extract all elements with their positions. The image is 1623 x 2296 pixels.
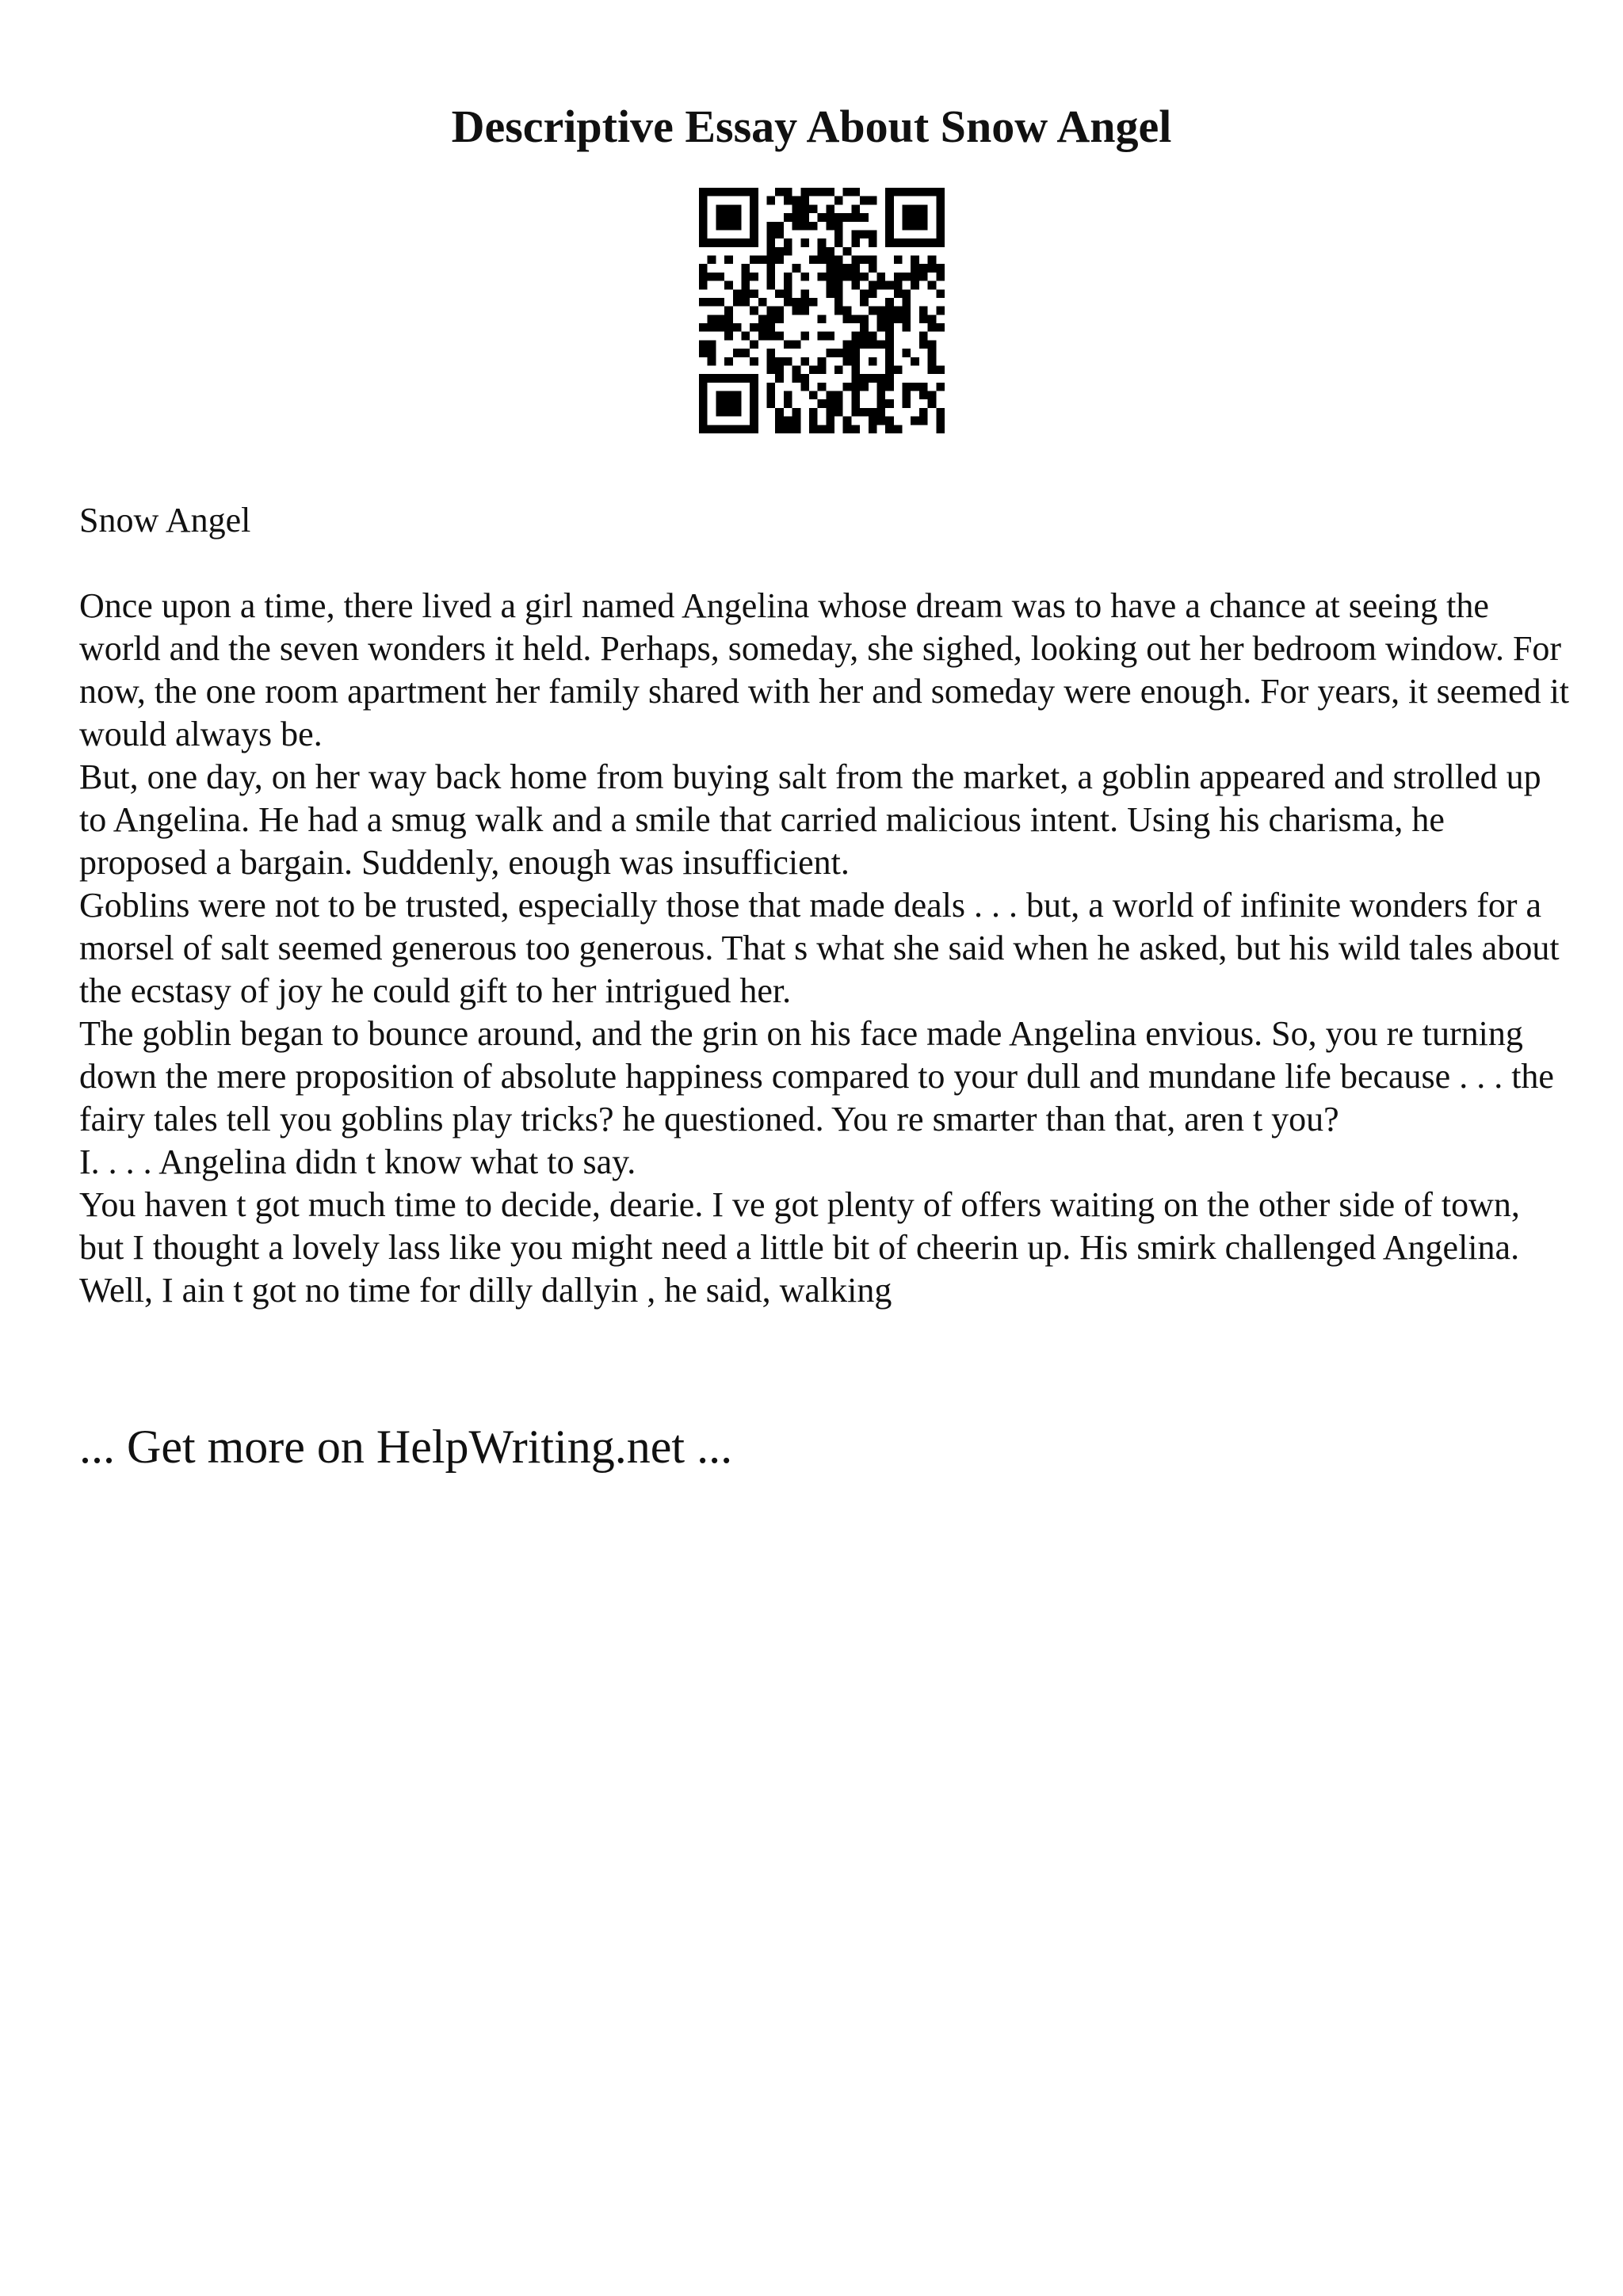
get-more-link[interactable]: ... Get more on HelpWriting.net ...	[79, 1421, 733, 1473]
essay-paragraph-1: Once upon a time, there lived a girl named Angelina whose dream was to have a chance at seeing the world and the seven wonders it held. Perhaps, someday, she sighed, looking out her bedroom window. For now, the one room apartment her family shared with her and someday were enough. For years, it seemed it would always be.	[79, 586, 1570, 753]
qr-code-icon	[699, 188, 945, 433]
essay-paragraph-2: But, one day, on her way back home from buying salt from the market, a goblin appeared and strolled up to Angelina. He had a smug walk and a smile that carried malicious intent. Using his charisma, he proposed a bargain. Suddenly, enough was insufficient.	[79, 757, 1541, 882]
essay-paragraph-6: You haven t got much time to decide, dearie. I ve got plenty of offers waiting on the other side of town, but I thought a lovely lass like you might need a little bit of cheerin up. His smirk challenged Angelina. Well, I ain t got no time for dilly dallyin , he said, walking	[79, 1185, 1520, 1310]
essay-body	[79, 499, 1569, 1312]
essay-paragraph-5: I. . . . Angelina didn t know what to say.	[79, 1142, 636, 1181]
document-title: Descriptive Essay About Snow Angel	[451, 101, 1172, 152]
essay-paragraph-3: Goblins were not to be trusted, especially those that made deals . . . but, a world of infinite wonders for a morsel of salt seemed generous too generous. That s what she said when he asked, but his wild tales about the ecstasy of joy he could gift to her intrigued her.	[79, 886, 1560, 1010]
essay-paragraph-4: The goblin began to bounce around, and the grin on his face made Angelina envious. So, you re turning down the mere proposition of absolute happiness compared to your dull and mundane life because . . . the fairy tales tell you goblins play tricks? he questioned. You re smarter than that, aren t you?	[79, 1014, 1554, 1138]
essay-subheading: Snow Angel	[79, 501, 251, 540]
